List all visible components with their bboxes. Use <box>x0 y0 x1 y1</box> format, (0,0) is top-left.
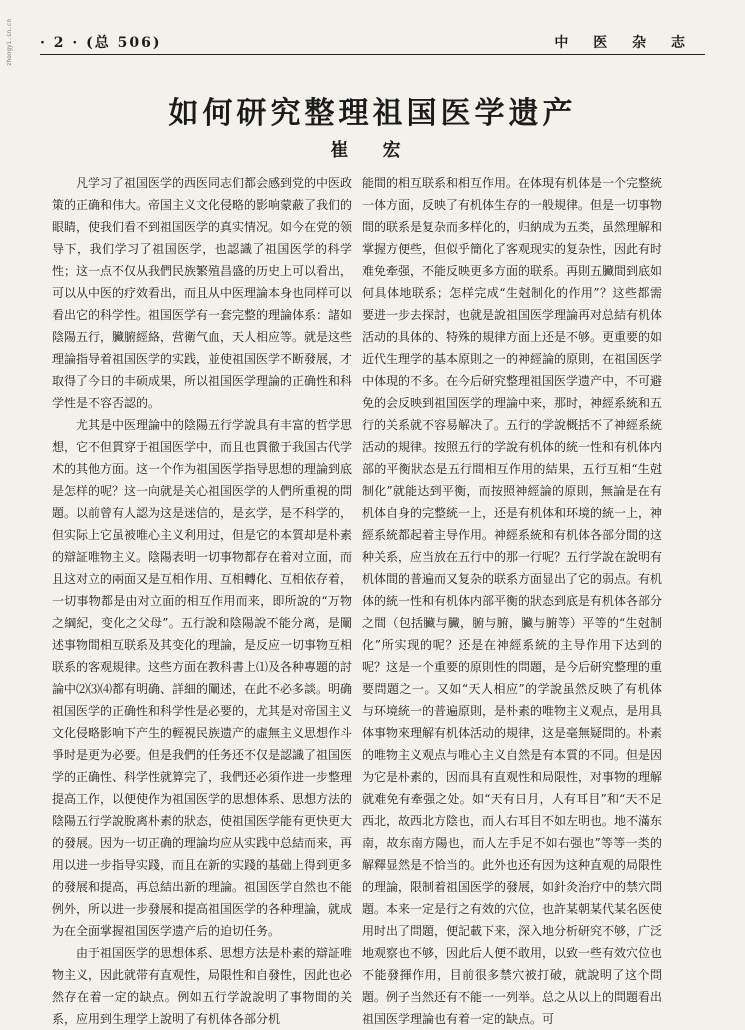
paragraph: 能間的相互联系和相互作用。在体現有机体是一个完整統一体方面，反映了有机体生存的一般規律。但是一切事物間的联系是复杂而多样化的，归納成为五类，虽然理解和掌握方便些，但似乎簡化了客观现实的复杂性，因此有时难免牽强，不能反映更多方面的联系。再則五臟間到底如何具体地联系；怎样完成“生尅制化的作用”？这些都需要进一步去探討，也就是說祖国医学理論再对总結有机体活动的具体的、特殊的規律方面上还是不够。更重要的如近代生理学的基本原則之一的神經論的原則，在祖国医学中体現的不多。在今后研究整理祖国医学遗产中，不可避免的会反映到祖国医学的理論中来，那时，神經系統和五行的关系就不容易解决了。五行的学說概括不了神經系統活动的規律。按照五行的学說有机体的統一性和有机体内部的平衡狀态是五行間相互作用的結果，五行互相“生尅制化”就能达到平衡，而按照神經論的原則，無論是在有机体自身的完整統一上，还是有机体和环境的統一上，神經系統都起着主导作用。神經系統和有机体各部分間的这种关系，应当放在五行中的那一行呢？五行学說在說明有机体間的普遍而又复杂的联系方面显出了它的弱点。有机体的統一性和有机体内部平衡的狀态到底是有机体各部分之間（包括臟与臟，腑与腑，臟与腑等）平等的“生尅制化”所实现的呢？还是在神經系統的主导作用下达到的呢？这是一个重要的原則性的問題，是今后研究整理的重要問題之一。又如“天人相应”的学說虽然反映了有机体与环境統一的普遍原則，是朴素的唯物主义观点，是用具体事物來理解有机体活动的規律，这是毫無疑問的。朴素的唯物主义观点与唯心主义自然是有本質的不同。但是因为它是朴素的，因而具有直观性和局限性，对事物的理解就难免有牽强之处。如“天有日月，人有耳目”和“天不足西北，故西北方陰也，而人右耳目不如左明也。地不滿东南，故东南方陽也，而人左手足不如右强也”等等一类的解釋显然是不恰当的。此外也还有因为这种直观的局限性的理論，限制着祖国医学的發展，如針灸治疗中的禁穴問題。本来一定是行之有效的穴位，也許某朝某代某名医使用时出了問題，便記載下来，深入地分析研究不够，广泛地观察也不够，因此后人便不敢用，以致一些有效穴位也不能發揮作用，目前很多禁穴被打破，就說明了这个問題。例子当然还有不能一一列举。总之从以上的問題看出祖国医学理論也有着一定的缺点。可 <box>362 176 663 1026</box>
paragraph: 凡学习了祖国医学的西医同志们都会感到党的中医政策的正确和伟大。帝国主义文化侵略的影响蒙蔽了我们的眼睛，使我们看不到祖国医学的真实情况。如今在党的领导下，我们学习了祖国医学，也認識了祖国医学的科学性；这一点不仅从我們民族繁殖昌盛的历史上可以看出，可以从中医的疗效看出，而且从中医理論本身也同样可以看出它的科学性。祖国医学有一套完整的理論体系：諸如陰陽五行，臟腑經絡，营衛气血，天人相应等。就是这些理論指导着祖国医学的实践，並使祖国医学不断發展，才取得了今日的丰硕成果，所以祖国医学理論的正确性和科学性是不容否認的。 <box>52 176 353 410</box>
scan-watermark: zhongyi.sn.cn <box>6 19 13 66</box>
page-number: · 2 · (总 506) <box>40 35 162 51</box>
header-rule <box>40 54 705 55</box>
right-column <box>362 172 663 1026</box>
journal-name: 中 医 杂 志 <box>554 35 695 51</box>
left-column <box>52 172 353 1026</box>
article-author: 崔 宏 <box>330 140 415 161</box>
paragraph: 由于祖国医学的思想体系、思想方法是朴素的辯証唯物主义，因此就带有直观性，局限性和自發性，因此也必然存在着一定的缺点。例如五行学說說明了事物間的关系，应用到生理学上說明了有机体各部分机 <box>52 946 353 1026</box>
running-head <box>40 30 705 56</box>
paragraph: 尤其是中医理論中的陰陽五行学說具有丰富的哲学思想，它不但貫穿于祖国医学中，而且也貫徹于我国古代学术的其他方面。这一个作为祖国医学指导思想的理論到底是怎样的呢？这一向就是关心祖国医学的人們所重視的問題。以前曾有人認为这是迷信的，是玄学，是不科学的，但实际上它虽被唯心主义利用过，但是它的本質却是朴素的辯証唯物主义。陰陽表明一切事物都存在着对立面，而且这对立的兩面又是互相作用、互相轉化、互相依存着，一切事物都是由对立面的相互作用而来，即所說的“万物之綱紀，变化之父母”。五行說和陰陽說不能分离，是闡述事物間相互联系及其变化的理論，是反应一切事物互相联系的客观規律。这些方面在教科書上⑴及各种專題的討論中⑵⑶⑷都有明确、詳細的闡述，在此不必多談。明确祖国医学的正确性和科学性是必要的，尤其是对帝国主义文化侵略影响下产生的輕視民族遗产的虛無主义思想作斗爭时是更为必要。但是我們的任务还不仅是認識了祖国医学的正确性、科学性就算完了，我們还必須作进一步整理提高工作，以便使作为祖国医学的思想体系、思想方法的陰陽五行学說脫离朴素的狀态，使祖国医学能有更快更大的發展。因为一切正确的理論均应从实践中总結而来，再用以进一步指导实踐，而且在新的实踐的基础上得到更多的發展和提高，再总結出新的理論。祖国医学自然也不能例外，所以进一步發展和提高祖国医学的各种理論，就成为在全面掌握祖国医学遗产后的迫切任务。 <box>52 418 353 938</box>
article-title: 如何研究整理祖国医学遗产 <box>168 96 577 131</box>
